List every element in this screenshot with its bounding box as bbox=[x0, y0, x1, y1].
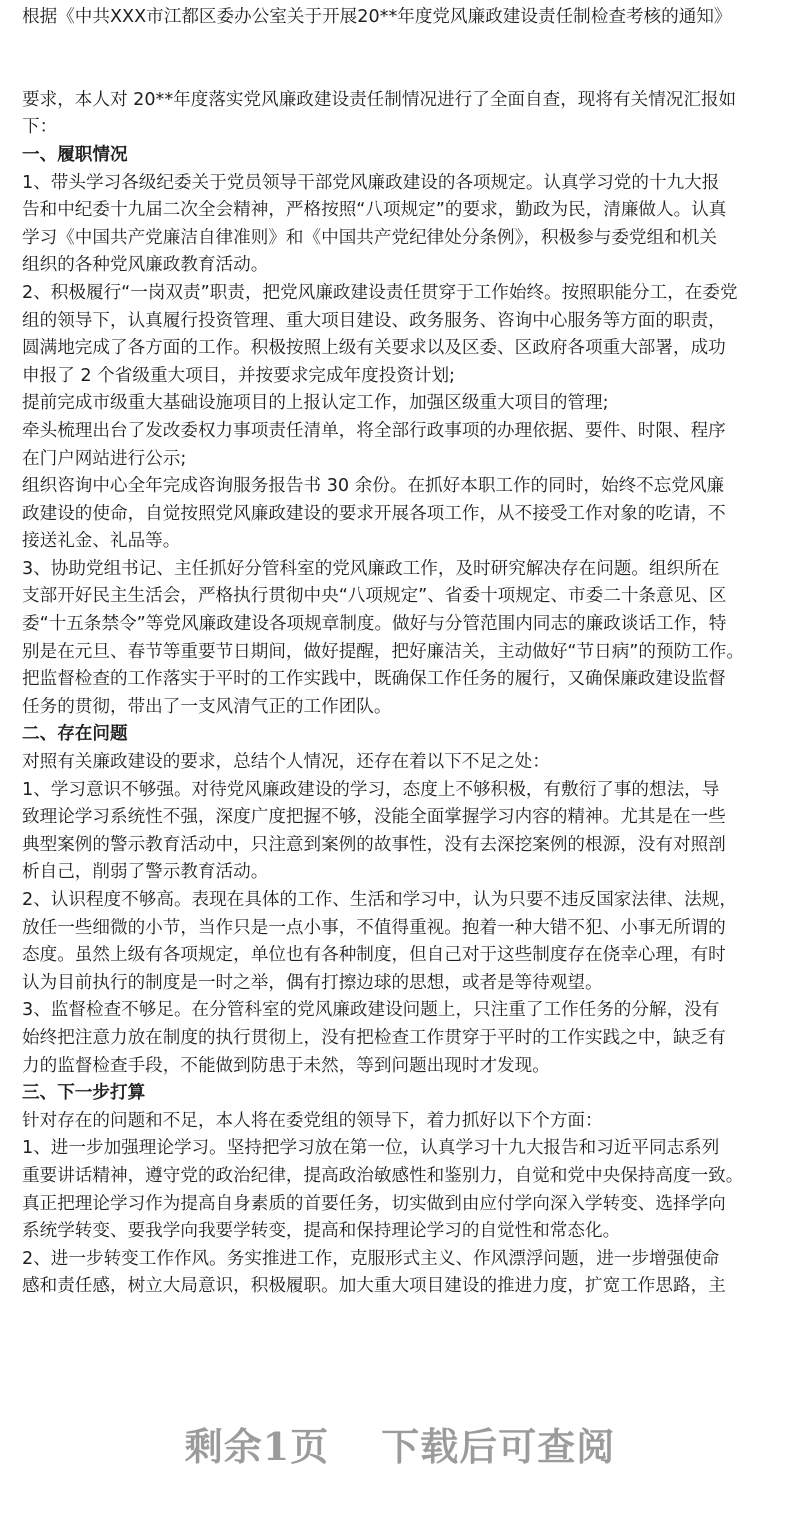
text-line: 支部开好民主生活会，严格执行贯彻中央“八项规定”、省委十项规定、市委二十条意见、区 bbox=[22, 586, 727, 607]
text-line: 组织的各种党风廉政教育活动。 bbox=[22, 255, 269, 276]
text-line: 对照有关廉政建设的要求，总结个人情况，还存在着以下不足之处： bbox=[22, 752, 550, 773]
text-line: 2、认识程度不够高。表现在具体的工作、生活和学习中，认为只要不违反国家法律、法规， bbox=[22, 890, 737, 910]
text-line: 组的领导下，认真履行投资管理、重大项目建设、政务服务、咨询中心服务等方面的职责， bbox=[22, 310, 726, 331]
text-line: 1、学习意识不够强。对待党风廉政建设的学习，态度上不够积极，有敷衍了事的想法，导 bbox=[22, 779, 720, 800]
text-line: 力的监督检查手段，不能做到防患于未然，等到问题出现时才发现。 bbox=[22, 1055, 550, 1076]
text-line: 放任一些细微的小节，当作只是一点小事，不值得重视。抱着一种大错不犯、小事无所谓的 bbox=[22, 917, 726, 938]
text-line: 2、进一步转变工作作风。务实推进工作，克服形式主义、作风漂浮问题，进一步增强使命 bbox=[22, 1248, 720, 1269]
text-line: 在门户网站进行公示; bbox=[22, 448, 187, 469]
remaining-pages-label: 剩余1页 bbox=[184, 1423, 330, 1469]
text-line: 3、监督检查不够足。在分管科室的党风廉政建设问题上，只注重了工作任务的分解，没有 bbox=[22, 1000, 720, 1021]
download-prompt-bar[interactable] bbox=[0, 1392, 800, 1494]
text-line: 始终把注意力放在制度的执行贯彻上，没有把检查工作贯穿于平时的工作实践之中，缺乏有 bbox=[22, 1027, 726, 1048]
text-line: 组织咨询中心全年完成咨询服务报告书 30 余份。在抓好本职工作的同时，始终不忘党风廉 bbox=[22, 476, 725, 497]
text-line: 根据《中共XXX市江都区委办公室关于开展20**年度党风廉政建设责任制检查考核的通知》 bbox=[22, 7, 732, 27]
text-line: 3、协助党组书记、主任抓好分管科室的党风廉政工作，及时研究解决存在问题。组织所在 bbox=[22, 558, 720, 579]
text-line: 提前完成市级重大基础设施项目的上报认定工作，加强区级重大项目的管理; bbox=[22, 393, 609, 414]
blank-gap bbox=[22, 32, 782, 87]
text-line: 要求，本人对 20**年度落实党风廉政建设责任制情况进行了全面自查，现将有关情况汇报如 bbox=[22, 89, 737, 110]
text-line: 系统学转变、要我学向我要学转变，提高和保持理论学习的自觉性和常态化。 bbox=[22, 1221, 621, 1242]
text-line: 圆满地完成了各方面的工作。积极按照上级有关要求以及区委、区政府各项重大部署，成功 bbox=[22, 338, 726, 359]
text-line: 别是在元旦、春节等重要节日期间，做好提醒，把好廉洁关，主动做好“节日病”的预防工作。 bbox=[22, 641, 744, 662]
text-line: 1、带头学习各级纪委关于党员领导干部党风廉政建设的各项规定。认真学习党的十九大报 bbox=[22, 172, 720, 193]
text-line: 针对存在的问题和不足，本人将在委党组的领导下，着力抓好以下个方面： bbox=[22, 1110, 603, 1131]
download-hint-label[interactable]: 下载后可查阅 bbox=[381, 1423, 616, 1469]
text-line: 委“十五条禁令”等党风廉政建设各项规章制度。做好与分管范围内同志的廉政谈话工作，特 bbox=[22, 614, 727, 635]
text-line: 重要讲话精神，遵守党的政治纪律，提高政治敏感性和鉴别力，自觉和党中央保持高度一致。 bbox=[22, 1165, 744, 1186]
text-line: 牵头梳理出台了发改委权力事项责任清单，将全部行政事项的办理依据、要件、时限、程序 bbox=[22, 420, 726, 441]
text-line: 任务的贯彻，带出了一支风清气正的工作团队。 bbox=[22, 696, 392, 717]
text-line: 把监督检查的工作落实于平时的工作实践中，既确保工作任务的履行，又确保廉政建设监督 bbox=[22, 669, 726, 690]
text-line: 认为目前执行的制度是一时之举，偶有打擦边球的思想，或者是等待观望。 bbox=[22, 972, 603, 993]
text-line: 析自己，削弱了警示教育活动。 bbox=[22, 862, 269, 883]
section-heading: 一、履职情况 bbox=[22, 144, 128, 165]
text-line: 学习《中国共产党廉洁自律准则》和《中国共产党纪律处分条例》，积极参与委党组和机关 bbox=[22, 227, 717, 248]
section-heading: 三、下一步打算 bbox=[22, 1083, 146, 1104]
text-line: 政建设的使命，自觉按照党风廉政建设的要求开展各项工作，从不接受工作对象的吃请，不 bbox=[22, 503, 726, 524]
text-line: 2、积极履行“一岗双责”职责，把党风廉政建设责任贯穿于工作始终。按照职能分工，在委党 bbox=[22, 282, 738, 303]
text-line: 真正把理论学习作为提高自身素质的首要任务，切实做到由应付学向深入学转变、选择学向 bbox=[22, 1193, 726, 1214]
text-line: 告和中纪委十九届二次全会精神，严格按照“八项规定”的要求，勤政为民，清廉做人。认真 bbox=[22, 200, 727, 221]
text-line: 致理论学习系统性不强，深度广度把握不够，没能全面掌握学习内容的精神。尤其是在一些 bbox=[22, 807, 726, 828]
text-line: 典型案例的警示教育活动中，只注意到案例的故事性，没有去深挖案例的根源，没有对照剖 bbox=[22, 834, 726, 855]
document-body bbox=[22, 4, 782, 1301]
text-line: 下： bbox=[22, 117, 58, 138]
text-line: 态度。虽然上级有各项规定，单位也有各种制度，但自己对于这些制度存在侥幸心理，有时 bbox=[22, 945, 726, 966]
section-heading: 二、存在问题 bbox=[22, 724, 128, 745]
text-line: 申报了 2 个省级重大项目，并按要求完成年度投资计划; bbox=[22, 365, 455, 386]
text-line: 感和责任感，树立大局意识，积极履职。加大重大项目建设的推进力度，扩宽工作思路，主 bbox=[22, 1276, 726, 1297]
text-line: 接送礼金、礼品等。 bbox=[22, 531, 181, 552]
text-line: 1、进一步加强理论学习。坚持把学习放在第一位，认真学习十九大报告和习近平同志系列 bbox=[22, 1138, 720, 1159]
